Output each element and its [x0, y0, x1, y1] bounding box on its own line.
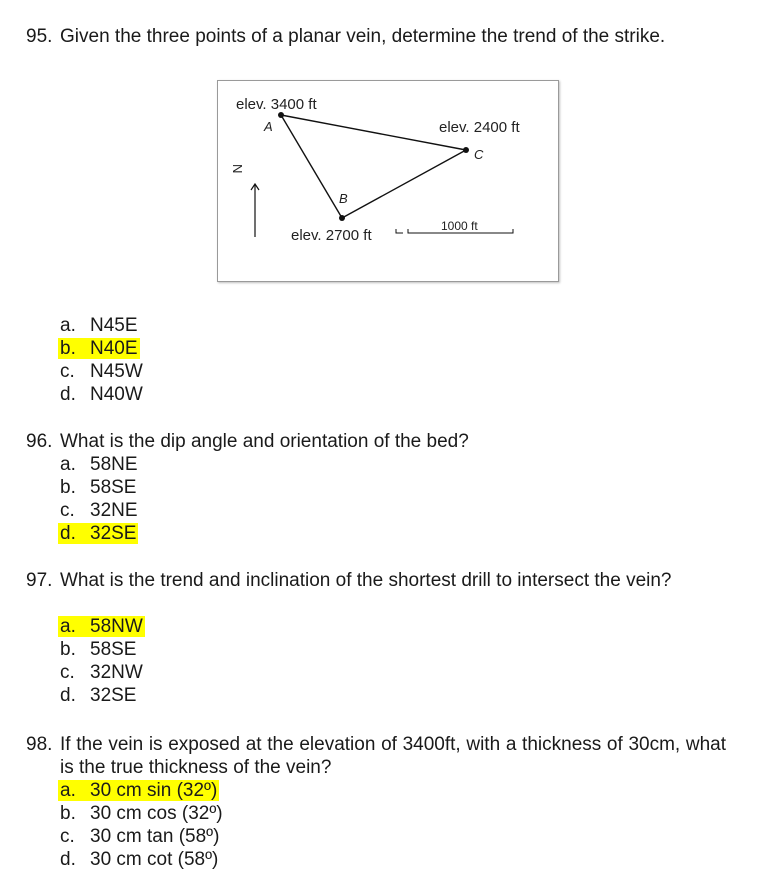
option-text: 32SE	[90, 523, 137, 544]
point-b-label: B	[339, 191, 348, 206]
question-number: 98.	[26, 734, 53, 755]
option-97-c[interactable]	[60, 661, 143, 684]
question-text: If the vein is exposed at the elevation of 3400ft, with a thickness of 30cm, what is the true thickness of the vein?	[60, 734, 726, 778]
option-98-b[interactable]	[60, 802, 223, 825]
option-letter: b.	[60, 803, 76, 824]
highlighted-option	[58, 616, 145, 637]
option-text: N40W	[90, 384, 143, 405]
edge-b-c	[342, 150, 466, 218]
option-text: 32NW	[90, 662, 143, 683]
option-text: 58SE	[90, 639, 137, 660]
scale-label: 1000 ft	[441, 219, 478, 233]
option-text: N45W	[90, 361, 143, 382]
point-b-elev: elev. 2700 ft	[291, 227, 372, 244]
option-text: 30 cm tan (58º)	[90, 826, 220, 847]
option-text: 32NE	[90, 500, 138, 521]
question-text: What is the dip angle and orientation of the bed?	[60, 431, 469, 452]
question-96	[26, 430, 726, 453]
point-b	[339, 215, 345, 221]
option-letter: a.	[60, 616, 76, 637]
highlighted-option	[58, 338, 140, 359]
option-96-d[interactable]	[60, 522, 138, 545]
option-96-c[interactable]	[60, 499, 138, 522]
option-text: N40E	[90, 338, 138, 359]
option-text: 30 cm cot (58º)	[90, 849, 219, 870]
option-letter: c.	[60, 826, 75, 847]
point-c	[463, 147, 469, 153]
option-text: 58NE	[90, 454, 138, 475]
option-letter: a.	[60, 454, 76, 475]
option-text: 30 cm sin (32º)	[90, 780, 218, 801]
point-c-label: C	[474, 147, 484, 162]
question-98	[26, 733, 726, 779]
option-96-a[interactable]	[60, 453, 138, 476]
option-95-c[interactable]	[60, 360, 143, 383]
option-letter: d.	[60, 849, 76, 870]
option-letter: d.	[60, 384, 76, 405]
option-letter: b.	[60, 338, 76, 359]
option-95-d[interactable]	[60, 383, 143, 406]
option-letter: d.	[60, 523, 76, 544]
highlighted-option	[58, 523, 138, 544]
option-97-a[interactable]	[60, 615, 145, 638]
option-96-b[interactable]	[60, 476, 136, 499]
option-98-a[interactable]	[60, 779, 219, 802]
option-98-d[interactable]	[60, 848, 218, 871]
question-text: Given the three points of a planar vein, determine the trend of the strike.	[60, 26, 666, 47]
edge-a-b	[281, 115, 342, 218]
point-c-elev: elev. 2400 ft	[439, 119, 520, 136]
option-text: N45E	[90, 315, 138, 336]
point-a-elev: elev. 3400 ft	[236, 96, 317, 113]
vein-figure	[217, 80, 559, 282]
option-letter: b.	[60, 639, 76, 660]
option-text: 32SE	[90, 685, 137, 706]
option-text: 30 cm cos (32º)	[90, 803, 223, 824]
question-number: 96.	[26, 431, 53, 452]
option-letter: b.	[60, 477, 76, 498]
vein-diagram	[218, 81, 558, 281]
question-number: 95.	[26, 26, 53, 47]
scale-bar-tick	[396, 229, 403, 233]
option-letter: d.	[60, 685, 76, 706]
option-letter: c.	[60, 662, 75, 683]
option-letter: c.	[60, 500, 75, 521]
option-text: 58NW	[90, 616, 143, 637]
question-97	[26, 569, 726, 592]
option-97-d[interactable]	[60, 684, 136, 707]
question-text: What is the trend and inclination of the shortest drill to intersect the vein?	[60, 570, 672, 591]
option-97-b[interactable]	[60, 638, 136, 661]
highlighted-option	[58, 780, 219, 801]
question-number: 97.	[26, 570, 53, 591]
option-letter: a.	[60, 315, 76, 336]
option-letter: c.	[60, 361, 75, 382]
north-label: N	[230, 164, 245, 174]
question-95	[26, 25, 726, 48]
point-a-label: A	[264, 119, 273, 134]
option-98-c[interactable]	[60, 825, 219, 848]
option-95-a[interactable]	[60, 314, 138, 337]
option-letter: a.	[60, 780, 76, 801]
option-text: 58SE	[90, 477, 137, 498]
option-95-b[interactable]	[60, 337, 140, 360]
